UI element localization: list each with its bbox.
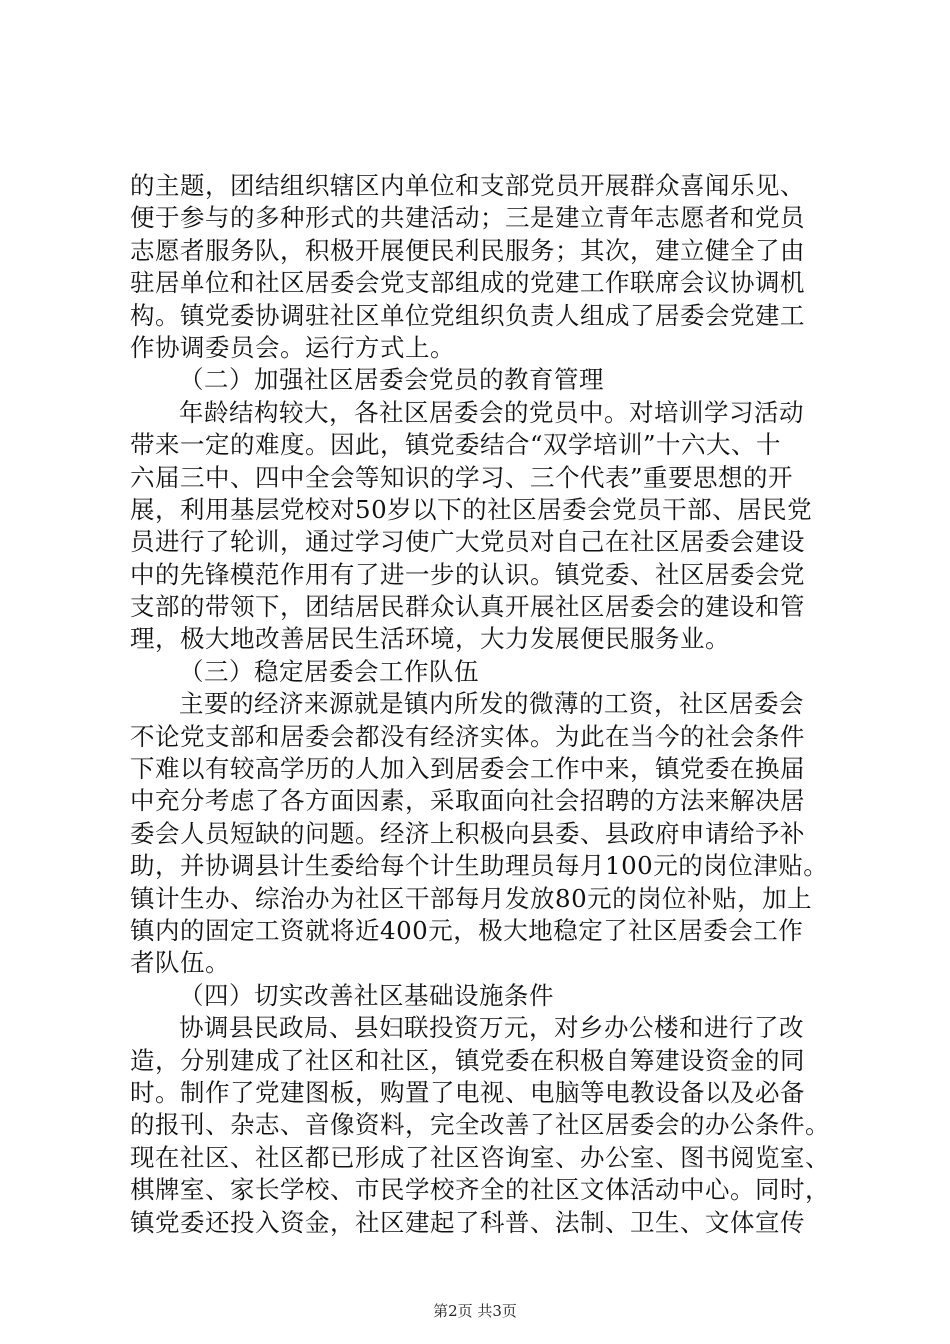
text-line: 现在社区、社区都已形成了社区咨询室、办公室、图书阅览室、: [130, 1142, 830, 1172]
text-line: 助，并协调县计生委给每个计生助理员每月100元的岗位津贴。: [130, 851, 829, 881]
text-line: 作协调委员会。运行方式上。: [130, 332, 455, 362]
text-line: 镇计生办、综治办为社区干部每月发放80元的岗位补贴，加上: [130, 883, 813, 913]
text-line: 棋牌室、家长学校、市民学校齐全的社区文体活动中心。同时，: [130, 1175, 830, 1205]
text-line: 镇党委还投入资金，社区建起了科普、法制、卫生、文体宣传: [130, 1207, 805, 1237]
text-line: 中的先锋模范作用有了进一步的认识。镇党委、社区居委会党: [130, 559, 805, 589]
text-line: 理，极大地改善居民生活环境，大力发展便民服务业。: [130, 624, 730, 654]
text-line: 下难以有较高学历的人加入到居委会工作中来，镇党委在换届: [130, 754, 805, 784]
text-line: 驻居单位和社区居委会党支部组成的党建工作联席会议协调机: [130, 268, 805, 298]
text-line: 镇内的固定工资就将近400元，极大地稳定了社区居委会工作: [130, 915, 804, 945]
section-heading: （三）稳定居委会工作队伍: [179, 656, 479, 686]
page-footer: 第2页 共3页: [433, 1302, 517, 1320]
text-line: 六届三中、四中全会等知识的学习、三个代表”重要思想的开: [130, 462, 794, 492]
text-line: 年龄结构较大，各社区居委会的党员中。对培训学习活动: [179, 397, 804, 427]
text-line: 者队伍。: [130, 948, 230, 978]
text-line: 主要的经济来源就是镇内所发的微薄的工资，社区居委会: [179, 689, 804, 719]
text-line: 委会人员短缺的问题。经济上积极向县委、县政府申请给予补: [130, 818, 805, 848]
text-line: 的报刊、杂志、音像资料，完全改善了社区居委会的办公条件。: [130, 1110, 830, 1140]
section-heading: （二）加强社区居委会党员的教育管理: [179, 365, 604, 395]
text-line: 支部的带领下，团结居民群众认真开展社区居委会的建设和管: [130, 592, 805, 622]
text-line: 便于参与的多种形式的共建活动；三是建立青年志愿者和党员: [130, 203, 805, 233]
text-line: 时。制作了党建图板，购置了电视、电脑等电教设备以及必备: [130, 1077, 805, 1107]
text-line: 志愿者服务队，积极开展便民利民服务；其次，建立健全了由: [130, 235, 805, 265]
text-line: 构。镇党委协调驻社区单位党组织负责人组成了居委会党建工: [130, 300, 805, 330]
document-body: [130, 170, 830, 1239]
section-heading: （四）切实改善社区基础设施条件: [179, 980, 554, 1010]
text-line: 不论党支部和居委会都没有经济实体。为此在当今的社会条件: [130, 721, 805, 751]
text-line: 中充分考虑了各方面因素，采取面向社会招聘的方法来解决居: [130, 786, 805, 816]
text-line: 造，分别建成了社区和社区，镇党委在积极自筹建设资金的同: [130, 1045, 805, 1075]
text-line: 协调县民政局、县妇联投资万元，对乡办公楼和进行了改: [179, 1013, 804, 1043]
text-line: 带来一定的难度。因此，镇党委结合“双学培训”十六大、十: [130, 430, 782, 460]
text-line: 展，利用基层党校对50岁以下的社区居委会党员干部、居民党: [130, 494, 813, 524]
text-line: 员进行了轮训，通过学习使广大党员对自己在社区居委会建设: [130, 527, 805, 557]
text-line: 的主题，团结组织辖区内单位和支部党员开展群众喜闻乐见、: [130, 171, 805, 200]
